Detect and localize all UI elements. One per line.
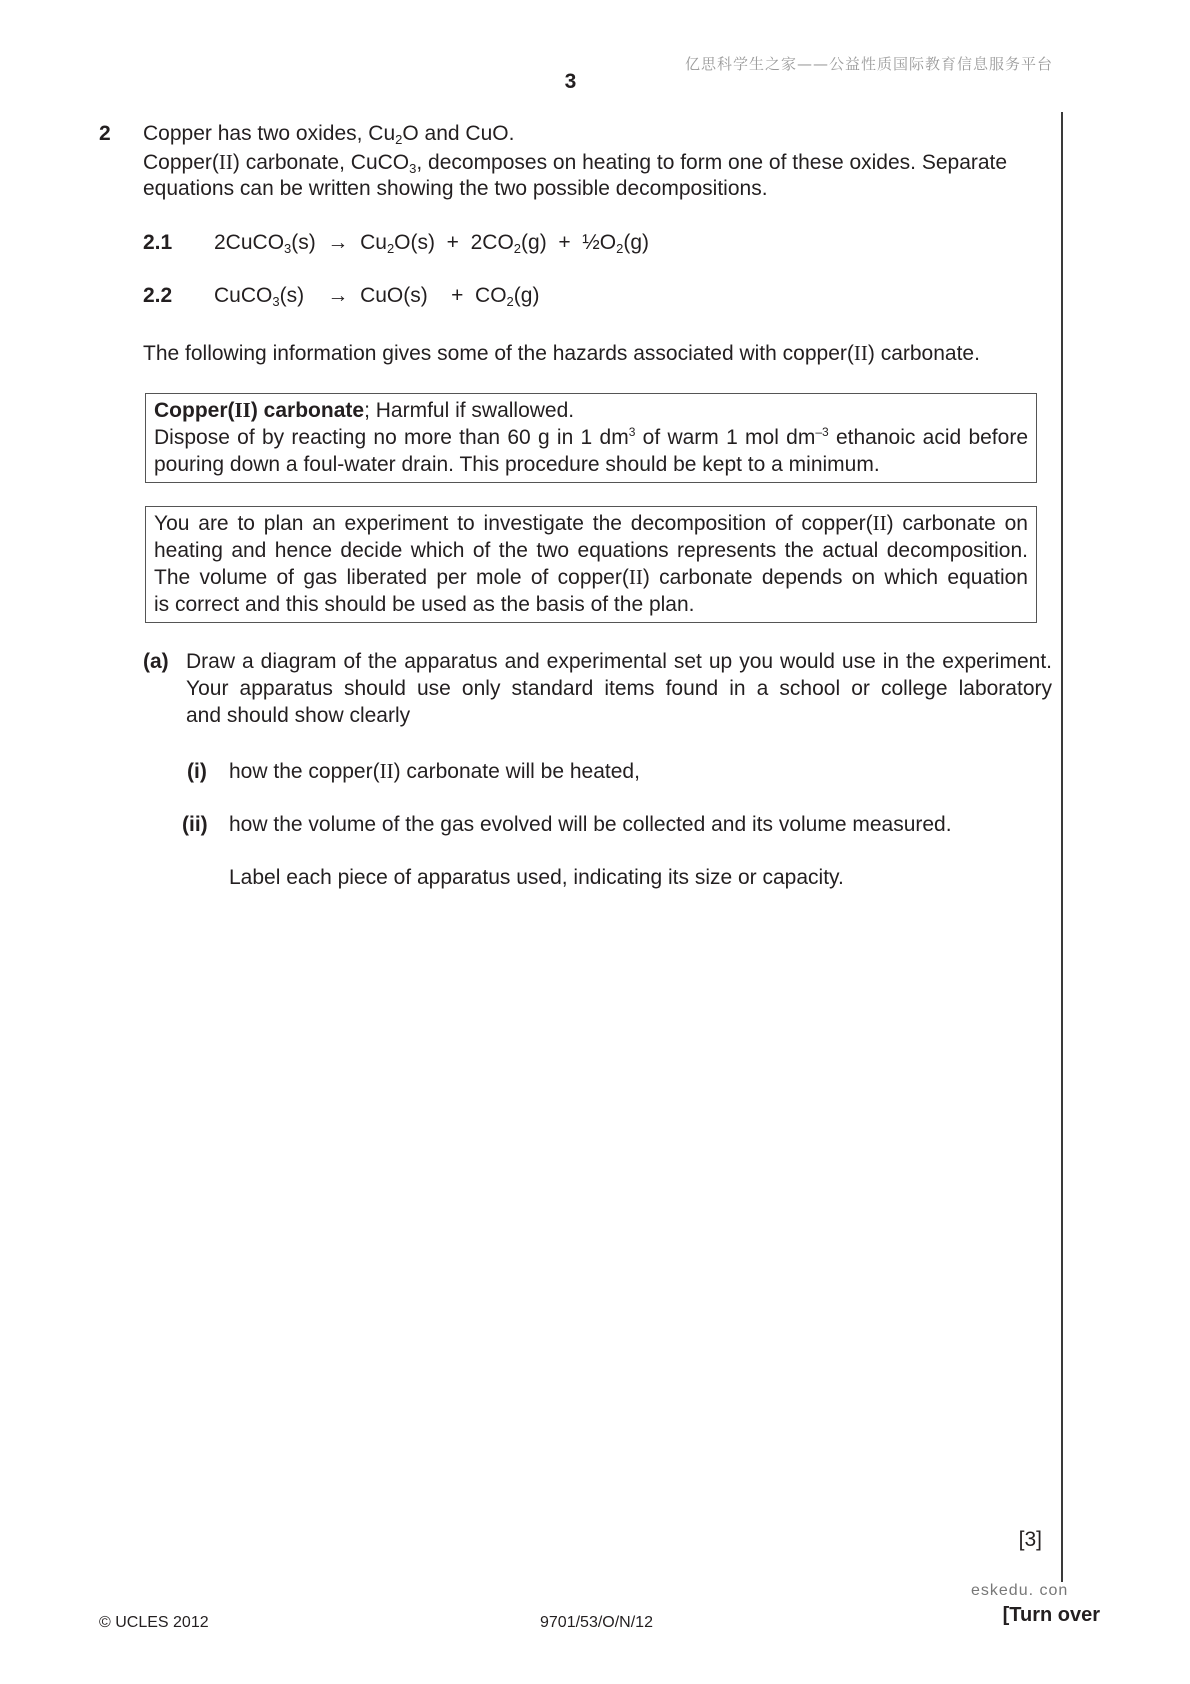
subpart-ii-label: (ii): [182, 813, 208, 836]
subpart-ii-text: how the volume of the gas evolved will be collected and its volume measured.: [229, 813, 952, 836]
part-a-line-3: and should show clearly: [186, 704, 411, 727]
hazard-intro: The following information gives some of the hazards associated with copper(II) carbonate.: [143, 341, 980, 365]
plan-line-1: You are to plan an experiment to investigate the decomposition of copper(II) carbonate on: [154, 511, 1028, 535]
plan-line-2: heating and hence decide which of the two equations represents the actual decomposition.: [154, 539, 1028, 562]
plan-line-3: The volume of gas liberated per mole of copper(II) carbonate depends on which equation: [154, 565, 1028, 589]
intro-line-3: equations can be written showing the two possible decompositions.: [143, 177, 768, 200]
hazard-line-3: pouring down a foul-water drain. This procedure should be kept to a minimum.: [154, 453, 880, 476]
question-number: 2: [99, 122, 111, 145]
subpart-i-text: how the copper(II) carbonate will be heated,: [229, 759, 640, 783]
equation-label-2-1: 2.1: [143, 231, 173, 254]
hazard-substance: Copper(II) carbonate: [154, 398, 365, 422]
part-a-line-1: Draw a diagram of the apparatus and experimental set up you would use in the experiment.: [186, 650, 1052, 673]
part-a-label: (a): [143, 650, 169, 673]
subpart-i-label: (i): [187, 760, 207, 783]
page-number: 3: [564, 70, 577, 93]
hazard-line-1: Copper(II) carbonate; Harmful if swallowed.: [154, 398, 575, 422]
label-instruction: Label each piece of apparatus used, indicating its size or capacity.: [229, 866, 844, 889]
margin-rule: [1061, 112, 1063, 1582]
intro-line-2: Copper(II) carbonate, CuCO$_3$, decomposes on heating to form one of these oxides. Separate: [143, 150, 1008, 176]
equation-label-2-2: 2.2: [143, 284, 173, 307]
paper-code: 9701/53/O/N/12: [540, 1614, 653, 1631]
copyright: © UCLES 2012: [99, 1614, 209, 1631]
site-watermark: eskedu. con: [971, 1582, 1069, 1599]
part-a-line-2: Your apparatus should use only standard items found in a school or college laboratory: [186, 677, 1052, 700]
plan-line-4: is correct and this should be used as the basis of the plan.: [154, 593, 695, 616]
equation-2-2: CuCO$_3$(s) → CuO(s) + $CO_2(g)$: [214, 284, 540, 309]
equation-2-1: 2CuCO$_3$(s) → $Cu_2O(s) + 2CO_2(g)$ + $\frac{1}{2}O_2(g)$: [214, 231, 650, 256]
watermark-text: 亿思科学生之家——公益性质国际教育信息服务平台: [684, 55, 1053, 73]
hazard-box: [145, 393, 1037, 483]
plan-box: [145, 506, 1037, 623]
hazard-line-2: Dispose of by reacting no more than 60 g in 1 $dm^3$ of warm 1 mol $dm^{-3}$ ethanoic acid before: [154, 425, 1028, 449]
turn-over: [Turn over: [1002, 1604, 1100, 1626]
intro-line-1: Copper has two oxides, $Cu_2O$ and CuO.: [143, 122, 515, 147]
part-a-text: [186, 648, 1052, 729]
marks: [3]: [1018, 1528, 1042, 1551]
